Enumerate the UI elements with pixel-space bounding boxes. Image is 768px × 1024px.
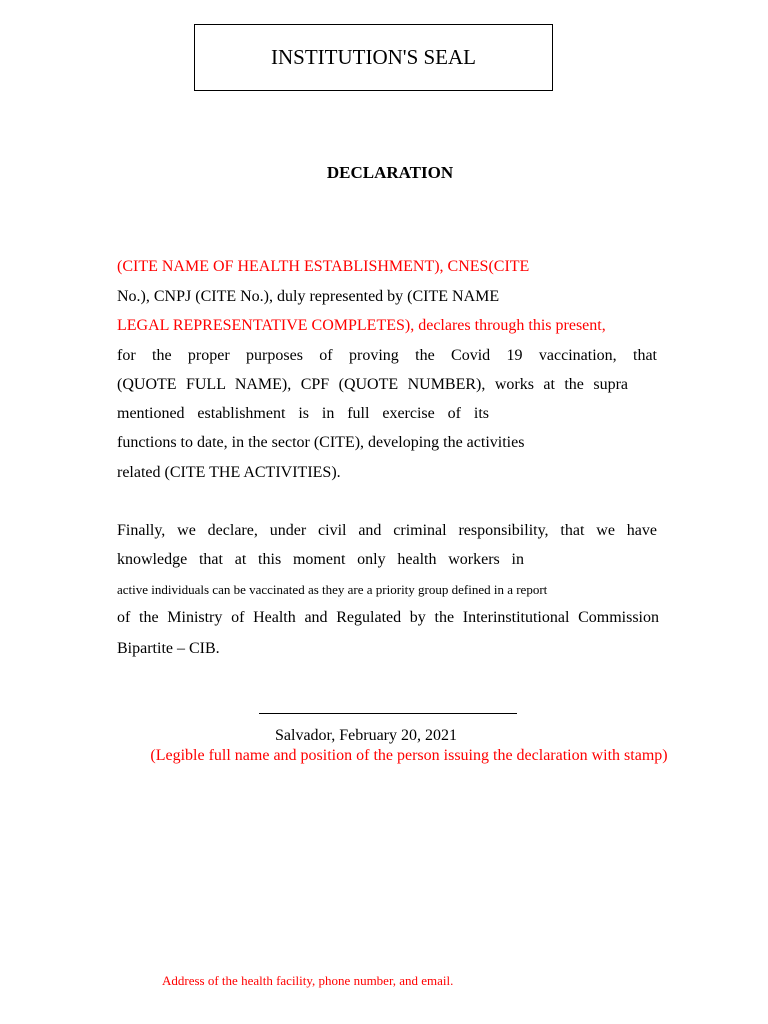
- paragraph2-line-4: of the Ministry of Health and Regulated by the Interinstitutional Commission: [117, 609, 659, 626]
- paragraph2-line-2: knowledge that at this moment only health workers in: [117, 551, 524, 568]
- paragraph1-line-8: related (CITE THE ACTIVITIES).: [117, 464, 341, 481]
- paragraph1-line-2: No.), CNPJ (CITE No.), duly represented by (CITE NAME: [117, 288, 500, 305]
- paragraph1-line-6: mentioned establishment is in full exercise of its: [117, 405, 489, 422]
- paragraph1-line-4: for the proper purposes of proving the Covid 19 vaccination, that: [117, 347, 657, 364]
- place-date: Salvador, February 20, 2021: [275, 727, 457, 744]
- signature-instruction: (Legible full name and position of the person issuing the declaration with stamp): [150, 747, 668, 764]
- paragraph2-line-1: Finally, we declare, under civil and criminal responsibility, that we have: [117, 522, 657, 539]
- signature-line: [259, 713, 517, 714]
- paragraph2-line-3: active individuals can be vaccinated as they are a priority group defined in a report: [117, 582, 548, 597]
- paragraph1-line-5: (QUOTE FULL NAME), CPF (QUOTE NUMBER), works at the supra: [117, 376, 628, 393]
- paragraph2-line-5: Bipartite – CIB.: [117, 640, 220, 657]
- institution-seal-label: INSTITUTION'S SEAL: [270, 45, 477, 69]
- paragraph1-line-1: (CITE NAME OF HEALTH ESTABLISHMENT), CNES(CITE: [117, 258, 530, 275]
- document-title: DECLARATION: [326, 163, 454, 182]
- footer-address-note: Address of the health facility, phone number, and email.: [162, 973, 454, 988]
- paragraph1-line-3: LEGAL REPRESENTATIVE COMPLETES), declares through this present,: [117, 317, 606, 334]
- paragraph1-line-7: functions to date, in the sector (CITE), developing the activities: [117, 434, 525, 451]
- institution-seal-box: [194, 24, 553, 91]
